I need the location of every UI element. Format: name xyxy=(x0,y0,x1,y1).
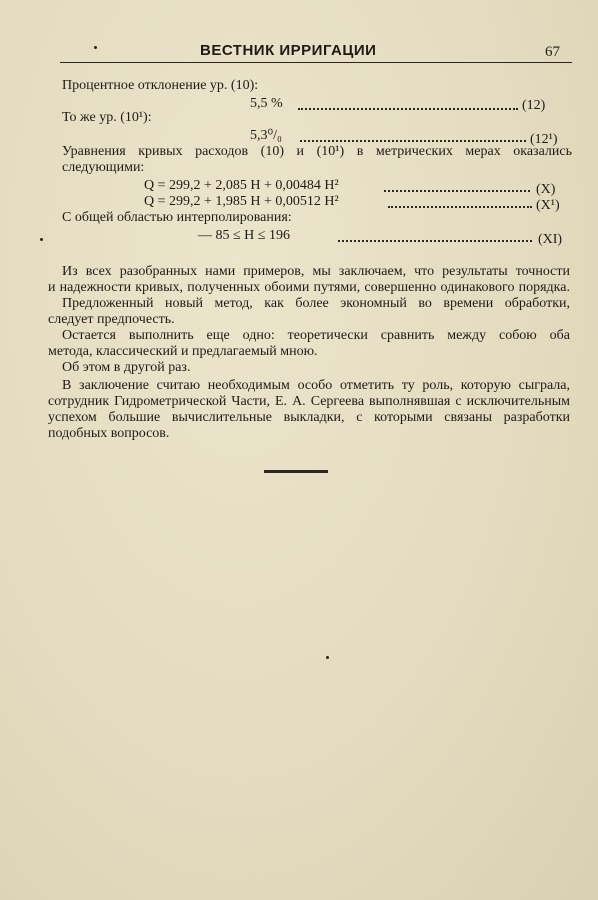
paragraph-line: В заключение считаю необходимым особо отметить ту роль, которую сыграла, xyxy=(62,378,570,393)
paragraph-line: Из всех разобранных нами примеров, мы заключаем, что результаты точности xyxy=(62,264,570,279)
running-header xyxy=(60,40,570,66)
dot-leader xyxy=(388,190,532,208)
equation: Q = 299,2 + 2,085 H + 0,00484 H² xyxy=(144,178,339,193)
header-rule xyxy=(60,62,572,63)
equation: — 85 ≤ H ≤ 196 xyxy=(198,228,290,243)
equation-number: (X) xyxy=(536,182,556,197)
dot-leader xyxy=(300,124,526,142)
paragraph-line: следует предпочесть. xyxy=(48,312,175,327)
equation-number: (12¹) xyxy=(530,132,558,147)
paragraph-line: Об этом в другой раз. xyxy=(62,360,191,375)
text-line: Уравнения кривых расходов (10) и (10¹) в метрических мерах оказались xyxy=(62,144,572,159)
dot-leader xyxy=(338,224,532,242)
text-line: следующими: xyxy=(62,160,145,175)
speck-dot xyxy=(326,656,329,659)
text-line: С общей областью интерполирования: xyxy=(62,210,292,225)
page-number: 67 xyxy=(545,44,560,60)
equation: Q = 299,2 + 1,985 H + 0,00512 H² xyxy=(144,194,339,209)
journal-title: ВЕСТНИК ИРРИГАЦИИ xyxy=(200,42,377,59)
equation-number: (X¹) xyxy=(536,198,560,213)
equation-number: (XI) xyxy=(538,232,563,247)
section-end-rule xyxy=(264,470,328,473)
paragraph-line: метода, классический и предлагаемый мною. xyxy=(48,344,318,359)
paragraph-line: Предложенный новый метод, как более экономный во времени обработки, xyxy=(62,296,570,311)
equation-value: 5,3⁰/₀ xyxy=(250,128,282,143)
paragraph-line: подобных вопросов. xyxy=(48,426,170,441)
header-dot xyxy=(94,46,97,49)
equation-value: 5,5 % xyxy=(250,96,283,111)
equation-number: (12) xyxy=(522,98,546,113)
paragraph-line: и надежности кривых, полученных обоими путями, совершенно одинакового порядка. xyxy=(48,280,570,295)
paragraph-line: успехом большие вычислительные выкладки, с которыми связаны разработки xyxy=(48,410,570,425)
margin-dot xyxy=(40,238,43,241)
paragraph-line: Остается выполнить еще одно: теоретически сравнить между собою оба xyxy=(62,328,570,343)
text-line: Процентное отклонение ур. (10): xyxy=(62,78,259,93)
text-line: То же ур. (10¹): xyxy=(62,110,152,125)
dot-leader xyxy=(298,92,518,110)
paragraph-line: сотрудник Гидрометрической Части, Е. А. Сергеева выполнявшая с исключительным xyxy=(48,394,570,409)
